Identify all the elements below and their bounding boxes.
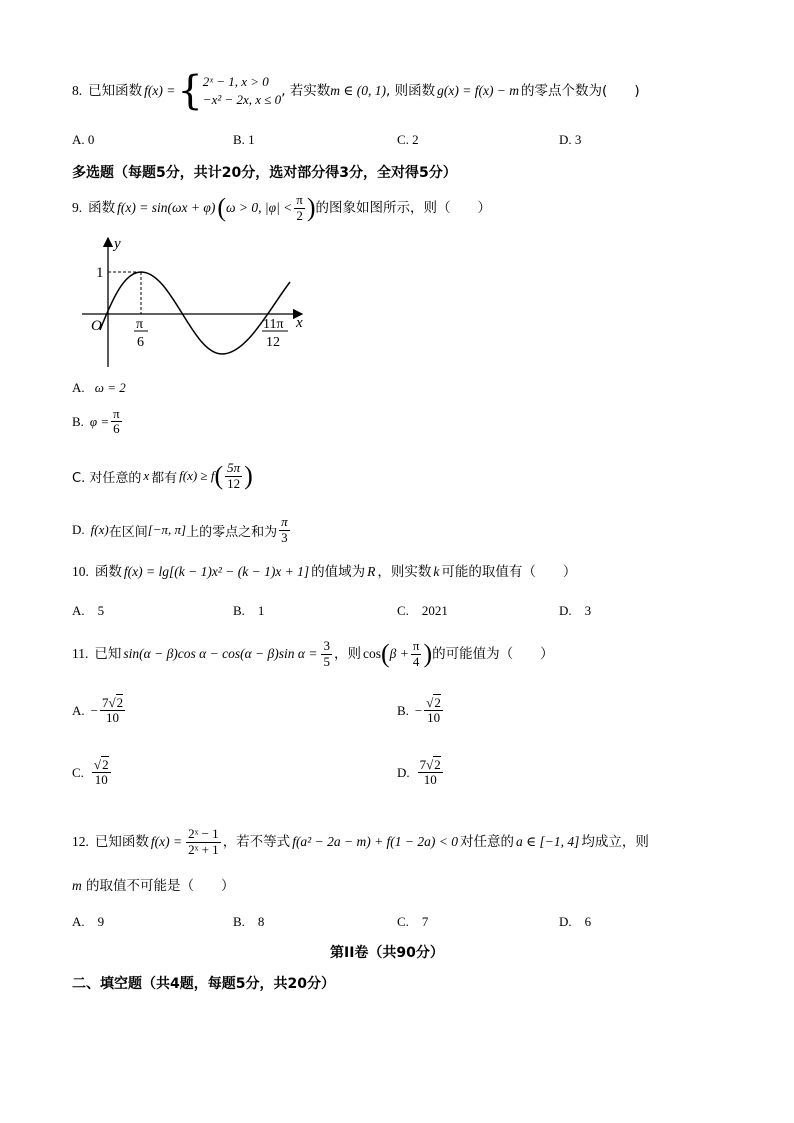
question-8 [72, 68, 640, 114]
q12-option-a[interactable]: A. 9 [72, 914, 105, 929]
piecewise-cases [203, 73, 281, 108]
section-heading-fill: 二、填空题（共4题，每题5分，共20分） [72, 976, 335, 992]
paren-left: ( [217, 193, 226, 222]
q8-option-d[interactable]: D. 3 [559, 132, 582, 147]
question-number: 12. [72, 833, 89, 849]
q10-option-b[interactable]: B. 1 [233, 603, 265, 618]
case-1: 2ˣ − 1, x > 0 [202, 74, 269, 90]
q8-option-a[interactable]: A. 0 [72, 132, 95, 147]
q11-option-b[interactable]: B. − $\frac{√2}{10}$ [397, 695, 441, 726]
question-text: 的图象如图所示，则（ ） [315, 199, 492, 216]
q9-option-c[interactable]: C. 对任意的 x 都有 f(x) ≥ f ( $\frac{5\pi}{12}$ ) [72, 460, 253, 491]
tick2-den: 12 [266, 335, 280, 350]
question-text: , 若实数 [281, 82, 331, 99]
q11-option-d[interactable]: D. $\frac{7√2}{10}$ [397, 757, 441, 788]
math-gx: g(x) = f(x) − m [437, 82, 520, 98]
q10-option-c[interactable]: C. 2021 [397, 603, 448, 618]
question-number: 10. [72, 563, 89, 579]
math-condition: ω > 0, |φ| < [226, 199, 293, 215]
fraction-pi-2: $\frac{\pi}{2}$ [296, 192, 303, 223]
question-number: 8. [72, 82, 83, 98]
math-fx: f(x) = lg[(k − 1)x² − (k − 1)x + 1] [123, 563, 310, 579]
q9-option-b[interactable]: B. φ = $\frac{\pi}{6}$ [72, 406, 120, 437]
q12-option-b[interactable]: B. 8 [233, 914, 265, 929]
question-12-line2: m 的取值不可能是（ ） [72, 878, 235, 894]
question-text: 已知函数 [88, 82, 143, 99]
q11-option-c[interactable]: C. $\frac{√2}{10}$ [72, 757, 109, 788]
case-2: −x² − 2x, x ≤ 0 [202, 92, 282, 107]
math-fx: f(x) = sin(ωx + φ) [117, 199, 216, 215]
math-m-range: m ∈ (0, 1) [330, 82, 387, 98]
question-number: 11. [72, 645, 89, 661]
paren-right: ) [306, 193, 316, 222]
question-11: 11. 已知 sin(α − β)cos α − cos(α − β)sin α = $\frac{3}{5}$ ，则 cos ( β + $\frac{\pi}{4}$ ) 的可能值为（ ） [72, 638, 554, 669]
tick1-den: 6 [137, 335, 144, 350]
graph-x-label: x [296, 315, 303, 331]
tick2-num: 11π [263, 317, 284, 332]
tick1-num: π [136, 317, 144, 332]
q8-option-b[interactable]: B. 1 [233, 132, 255, 147]
math-fx: f(x) = [144, 82, 176, 98]
q11-option-a[interactable]: A. − $\frac{7√2}{10}$ [72, 695, 124, 726]
brace: { [177, 68, 203, 114]
part-2-title: 第II卷（共90分） [330, 945, 444, 961]
q12-option-d[interactable]: D. 6 [559, 914, 592, 929]
question-10: 10. 函数 f(x) = lg[(k − 1)x² − (k − 1)x + 1] 的值域为 R ，则实数 k 可能的取值有（ ） [72, 563, 577, 580]
sine-curve [100, 272, 290, 354]
q10-option-d[interactable]: D. 3 [559, 603, 592, 618]
sine-graph [72, 232, 312, 372]
question-12: 12. 已知函数 f(x) = $\frac{\text{2ˣ − 1}}{\text{2ˣ + 1}}$ ，若不等式 f(a² − 2a − m) + f(1 − 2a) < 0 对任意的 a ∈ [−1, 4] 均成立，则 [72, 826, 649, 857]
q12-option-c[interactable]: C. 7 [397, 914, 429, 929]
graph-y-label: y [114, 236, 121, 252]
graph-origin-label: O [91, 318, 102, 334]
q9-option-a[interactable]: A. ω = 2 [72, 380, 126, 395]
q9-option-d[interactable]: D. f(x) 在区间 [−π, π] 上的零点之和为 $\frac{\pi}{3}$ [72, 514, 288, 545]
question-text: 的零点个数为( ) [521, 82, 640, 99]
question-text: 函数 [88, 199, 116, 216]
q10-option-a[interactable]: A. 5 [72, 603, 105, 618]
q8-option-c[interactable]: C. 2 [397, 132, 419, 147]
question-9 [72, 190, 491, 226]
question-text: , 则函数 [386, 82, 436, 99]
question-number: 9. [72, 199, 83, 215]
graph-one-label: 1 [96, 265, 104, 281]
section-heading-multi: 多选题（每题5分，共计20分，选对部分得3分，全对得5分） [72, 165, 457, 181]
